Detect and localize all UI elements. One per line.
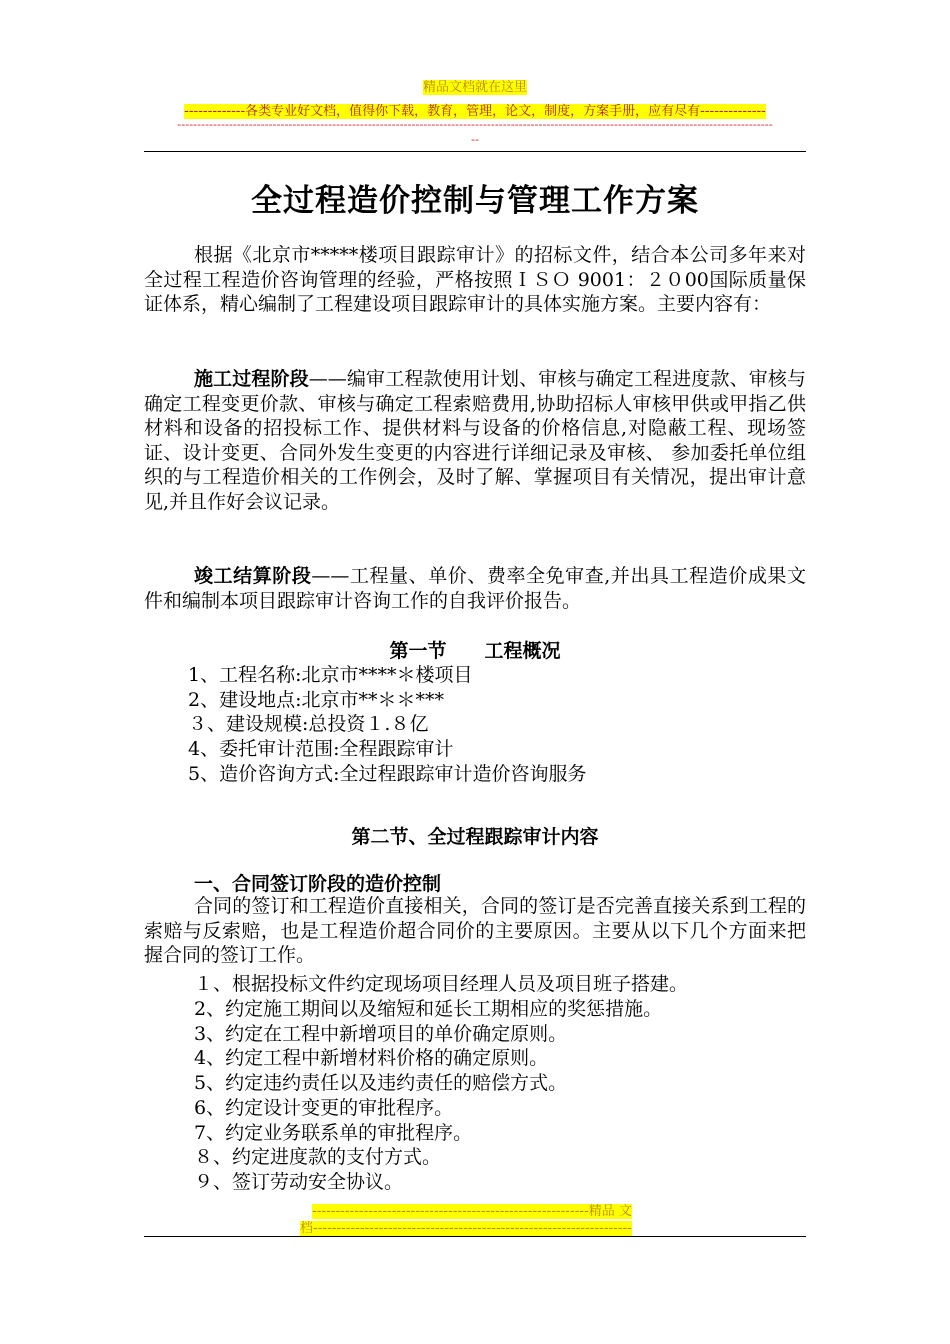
contract-item: ８、约定进度款的支付方式。 bbox=[194, 1146, 442, 1168]
stage-settlement-label: 竣工结算阶段 bbox=[194, 565, 312, 587]
contract-paragraph: 合同的签订和工程造价直接相关，合同的签订是否完善直接关系到工程的索赔与反索赔，也是工程造价超合同价的主要原因。主要从以下几个方面来把握合同的签订工作。 bbox=[144, 895, 806, 966]
footer-line1-text: -----------------------------------------------------------精品 文 bbox=[312, 1204, 632, 1219]
section1-heading: 第一节 工程概况 bbox=[389, 640, 561, 662]
header-dash-tail: -- bbox=[471, 133, 479, 146]
footer-line2-text: 档-------------------------------------------------------------------- bbox=[300, 1221, 632, 1236]
footer-line2 bbox=[300, 1217, 632, 1236]
contract-item: 4、约定工程中新增材料价格的确定原则。 bbox=[194, 1047, 549, 1069]
contract-item: 3、约定在工程中新增项目的单价确定原则。 bbox=[194, 1023, 568, 1045]
stage-construction-label: 施工过程阶段 bbox=[194, 368, 309, 390]
overview-item: 5、造价咨询方式:全过程跟踪审计造价咨询服务 bbox=[188, 763, 587, 785]
overview-item: ３、建设规模:总投资１.８亿 bbox=[188, 713, 429, 735]
header-tagline-text: 精品文档就在这里 bbox=[422, 80, 527, 95]
contract-item: 2、约定施工期间以及缩短和延长工期相应的奖惩措施。 bbox=[194, 998, 663, 1020]
intro-paragraph: 根据《北京市*****楼项目跟踪审计》的招标文件，结合本公司多年来对全过程工程造价咨询管理的经验，严格按照ＩＳＯ 9001：２０00国际质量保证体系，精心编制了工程建设项目跟踪审计的具体实施方案。主要内容有： bbox=[144, 244, 806, 315]
contract-item: 6、约定设计变更的审批程序。 bbox=[194, 1097, 454, 1119]
stage-settlement-paragraph bbox=[144, 564, 806, 613]
section2-heading: 第二节、全过程跟踪审计内容 bbox=[351, 826, 599, 848]
header-dash-line: ------------------------------------------------------------------------------------------------------------------------------------------------------ bbox=[177, 118, 773, 131]
overview-item: 1、工程名称:北京市****＊楼项目 bbox=[188, 664, 473, 686]
stage-construction-text: ——编审工程款使用计划、审核与确定工程进度款、审核与确定工程变更价款、审核与确定工程索赔费用,协助招标人审核甲供或甲指乙供材料和设备的招投标工作、提供材料与设备的价格信息,对隐蔽工程、现场签证、设计变更、合同外发生变更的内容进行详细记录及审核、 参加委托单位组织的与工程造价相关的工作例会，及时了解、掌握项目有关情况，提出审计意见,并且作好会议记录。 bbox=[144, 368, 806, 513]
overview-item: 4、委托审计范围:全程跟踪审计 bbox=[188, 738, 454, 760]
subsection-heading: 一、合同签订阶段的造价控制 bbox=[194, 873, 442, 895]
stage-settlement-text: ——工程量、单价、费率全免审查,并出具工程造价成果文件和编制本项目跟踪审计咨询工作的自我评价报告。 bbox=[144, 565, 806, 612]
document-title: 全过程造价控制与管理工作方案 bbox=[251, 183, 699, 219]
overview-item: 2、建设地点:北京市**＊＊*** bbox=[188, 689, 444, 711]
contract-item: １、根据投标文件约定现场项目经理人员及项目班子搭建。 bbox=[194, 973, 689, 995]
contract-item: 5、约定违约责任以及违约责任的赔偿方式。 bbox=[194, 1072, 568, 1094]
stage-construction-paragraph bbox=[144, 367, 806, 514]
header-promo-text: -------------各类专业好文档，值得你下载，教育，管理，论文，制度，方案手册，应有尽有-------------- bbox=[184, 104, 766, 119]
footer-separator bbox=[144, 1236, 806, 1237]
header-separator bbox=[144, 151, 806, 152]
contract-item: 7、约定业务联系单的审批程序。 bbox=[194, 1122, 473, 1144]
contract-item: ９、签订劳动安全协议。 bbox=[194, 1171, 404, 1193]
header-promo bbox=[144, 100, 806, 119]
header-tagline bbox=[144, 76, 806, 95]
